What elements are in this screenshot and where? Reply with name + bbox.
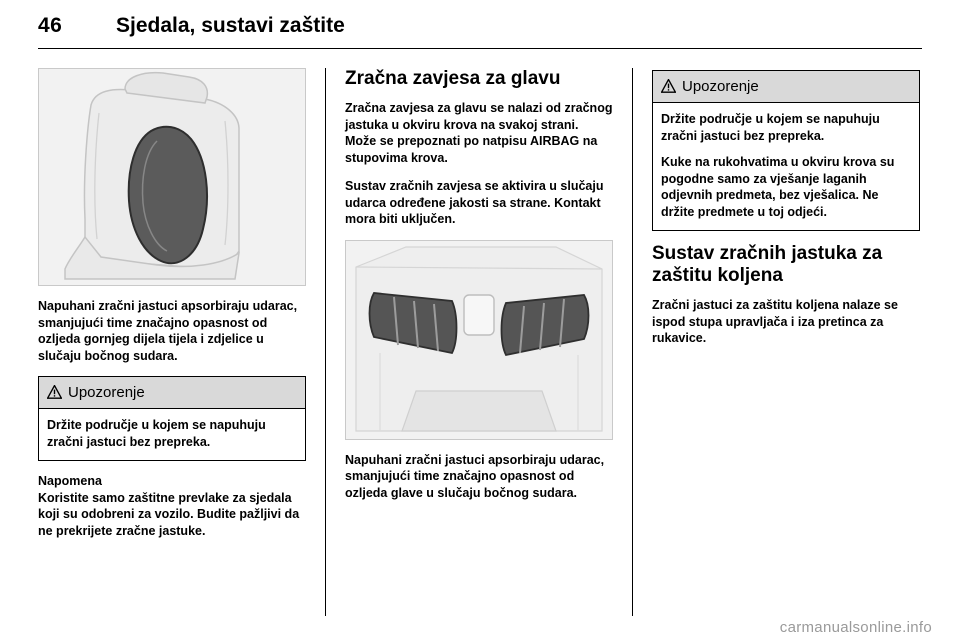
column-1 [38,68,306,551]
page-header [38,14,922,44]
column-3 [652,68,920,359]
seat-diagram-svg [39,69,305,285]
column-2 [345,68,613,513]
warning-triangle-icon [661,79,676,95]
warning-box-2 [652,70,920,231]
warning-box-1-header [39,377,305,409]
warning-box-2-body [653,103,919,230]
warning-box-1-label: Upozorenje [68,384,145,401]
warning-box-2-label: Upozorenje [682,78,759,95]
column2-paragraph-3: Napuhani zračni jastuci apsorbiraju udarac, smanjujući time značajno opasnost od ozljeda glave u slučaju bočnog sudara. [345,452,605,500]
column-divider-1 [325,68,326,616]
side-airbag-seat-illustration [38,68,306,286]
column2-paragraph-2: Sustav zračnih zavjesa se aktivira u slučaju udarca određene jakosti sa strane. Kontakt mora biti uključen. [345,179,604,226]
column2-paragraph-1: Zračna zavjesa za glavu se nalazi od zračnog jastuka u okviru krova na svakoj strani. Može se prepoznati po natpisu AIRBAG na stupovima krova. [345,101,613,165]
column-divider-2 [632,68,633,616]
column1-note-title: Napomena [38,474,102,488]
page-number: 46 [38,14,63,37]
column3-paragraph-1: Zračni jastuci za zaštitu koljena nalaze se ispod stupa upravljača i iza pretinca za rukavice. [652,298,898,345]
warning-box-2-line-1: Držite područje u kojem se napuhuju zračni jastuci bez prepreka. [661,112,880,143]
footer-watermark: carmanualsonline.info [779,619,932,636]
column3-heading: Sustav zračnih jastuka za zaštitu koljena [652,243,883,286]
header-divider [38,48,922,49]
column2-heading: Zračna zavjesa za glavu [345,68,561,89]
warning-box-1-line-1: Držite područje u kojem se napuhuju zračni jastuci bez prepreka. [47,418,266,449]
warning-box-2-header [653,71,919,103]
page-title: Sjedala, sustavi zaštite [116,14,345,37]
warning-triangle-icon [47,385,62,401]
warning-box-1 [38,376,306,461]
curtain-diagram-svg [346,241,612,439]
column1-note-text: Koristite samo zaštitne prevlake za sjedala koji su odobreni za vozilo. Budite pažljivi da ne prekrijete zračne jastuke. [38,490,300,538]
column1-paragraph-1: Napuhani zračni jastuci apsorbiraju udarac, smanjujući time značajno opasnost od ozljeda gornjeg dijela tijela i zdjelice u slučaju bočnog sudara. [38,299,298,363]
warning-box-1-body [39,409,305,460]
curtain-airbag-roof-illustration [345,240,613,440]
warning-box-2-line-2: Kuke na rukohvatima u okviru krova su pogodne samo za vješanje laganih odjevnih predmeta, bez vješalica. Ne držite predmete u toj odjeći. [661,155,895,219]
